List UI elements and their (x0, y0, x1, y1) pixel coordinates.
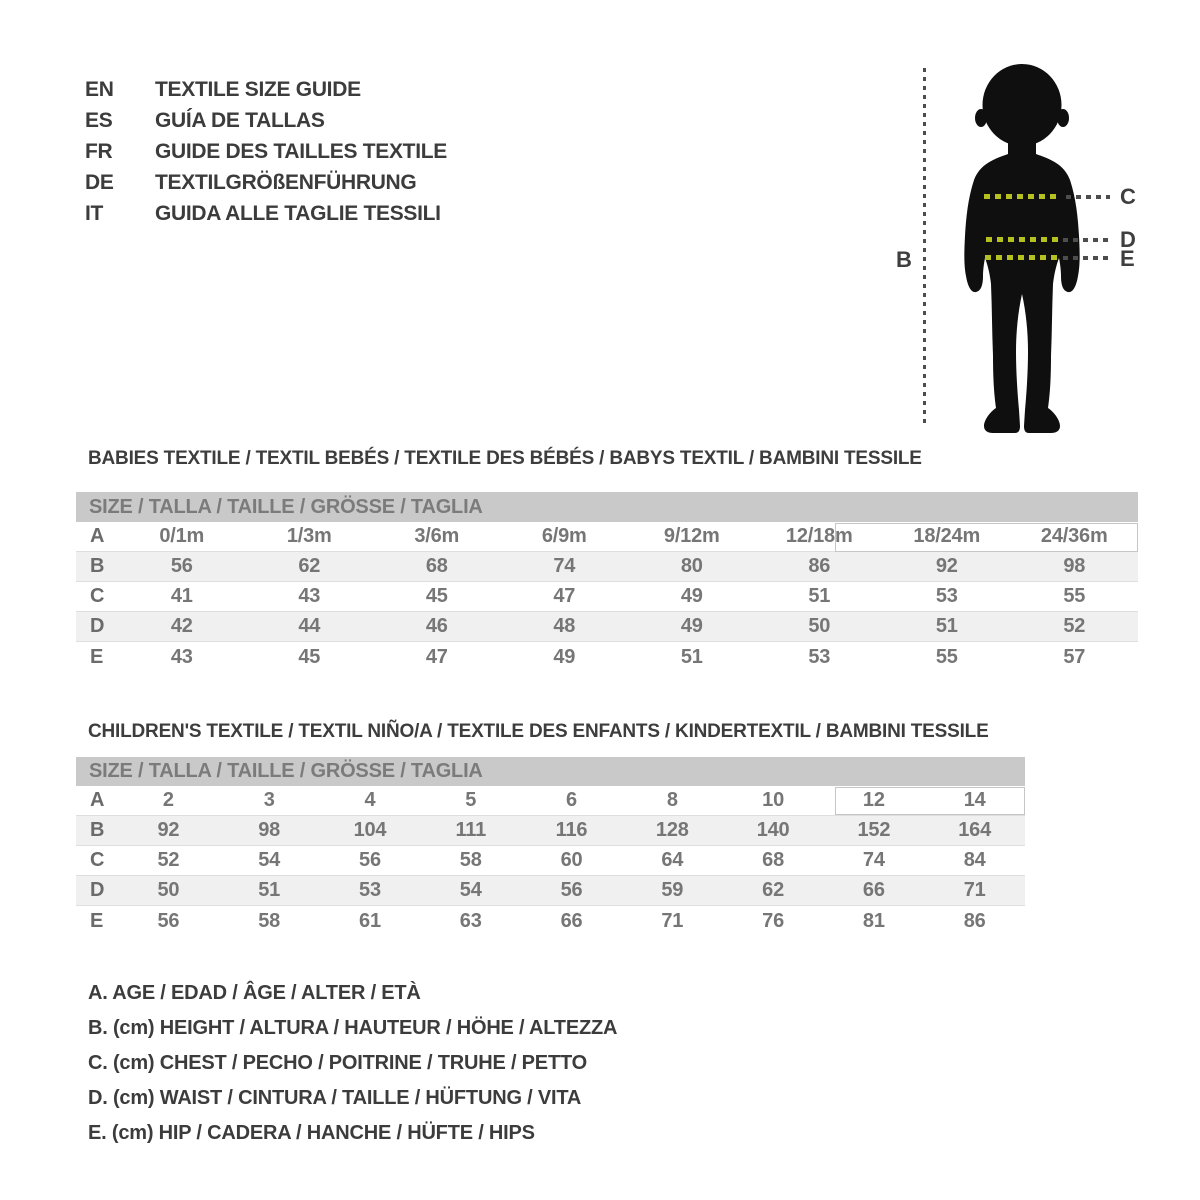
table-cell: 58 (459, 849, 482, 871)
table-cell: 54 (459, 879, 482, 901)
chest-measure-line (984, 194, 1060, 199)
table-row (76, 816, 1025, 846)
table-cell: 152 (857, 819, 891, 841)
row-label: A (90, 789, 105, 811)
row-label: D (90, 879, 105, 901)
chest-label: C (1120, 184, 1136, 209)
legend-row: E. (cm) HIP / CADERA / HANCHE / HÜFTE / HIPS (88, 1122, 535, 1144)
language-title: TEXTILGRÖßENFÜHRUNG (155, 171, 417, 194)
table-cell: 48 (553, 615, 576, 637)
legend-row: A. AGE / EDAD / ÂGE / ALTER / ETÀ (88, 982, 421, 1004)
table-cell: 62 (298, 555, 321, 577)
table-row (76, 612, 1138, 642)
language-title: TEXTILE SIZE GUIDE (155, 78, 361, 101)
table-cell: 58 (258, 909, 281, 932)
row-label: D (90, 615, 105, 637)
table-cell: 128 (655, 819, 689, 841)
table-cell: 92 (157, 819, 180, 841)
measurement-legend (88, 982, 617, 1157)
table-cell: 140 (756, 819, 790, 841)
table-cell: 76 (762, 909, 784, 932)
table-cell: 47 (425, 645, 448, 668)
table-row (76, 906, 1025, 936)
table-cell: 14 (963, 789, 986, 811)
table-cell: 164 (958, 819, 992, 841)
table-cell: 81 (862, 909, 885, 932)
language-code: EN (85, 78, 114, 101)
table-cell: 50 (808, 615, 831, 637)
table-cell: 49 (680, 585, 703, 607)
table-cell: 63 (459, 909, 482, 932)
children-size-highlight-box (835, 787, 1025, 815)
table-cell: 98 (258, 819, 281, 841)
table-cell: 46 (425, 615, 448, 637)
table-cell: 53 (359, 879, 381, 901)
table-cell: 52 (157, 849, 180, 871)
children-section-title: CHILDREN'S TEXTILE / TEXTIL NIÑO/A / TEXTILE DES ENFANTS / KINDERTEXTIL / BAMBINI TESSILE (88, 721, 989, 742)
table-cell: 49 (680, 615, 703, 637)
table-cell: 56 (170, 555, 193, 577)
table-cell: 66 (560, 909, 583, 932)
table-cell: 43 (298, 585, 321, 607)
table-cell: 56 (157, 909, 180, 932)
legend-row: B. (cm) HEIGHT / ALTURA / HAUTEUR / HÖHE / ALTEZZA (88, 1017, 618, 1039)
table-cell: 55 (1063, 585, 1086, 607)
table-cell: 116 (555, 819, 588, 841)
table-cell: 68 (762, 849, 784, 871)
table-cell: 3/6m (414, 525, 460, 547)
table-cell: 104 (353, 819, 387, 841)
table-cell: 3 (263, 789, 275, 811)
table-cell: 5 (465, 789, 477, 811)
language-code: ES (85, 109, 113, 132)
row-label: A (90, 525, 105, 547)
table-cell: 12 (862, 789, 885, 811)
language-title: GUÍA DE TALLAS (155, 109, 325, 132)
legend-row: C. (cm) CHEST / PECHO / POITRINE / TRUHE / PETTO (88, 1052, 587, 1074)
table-cell: 61 (359, 909, 381, 932)
table-cell: 50 (157, 879, 180, 901)
waist-guide-line (1063, 238, 1110, 242)
table-cell: 51 (680, 645, 703, 668)
hip-label: E (1120, 246, 1135, 271)
table-cell: 51 (808, 585, 831, 607)
table-cell: 71 (661, 909, 684, 932)
table-cell: 51 (935, 615, 958, 637)
children-size-header: SIZE / TALLA / TAILLE / GRÖSSE / TAGLIA (76, 757, 1025, 786)
language-row (85, 171, 447, 202)
table-cell: 98 (1063, 555, 1086, 577)
table-cell: 49 (553, 645, 576, 668)
table-cell: 80 (680, 555, 703, 577)
table-cell: 59 (661, 879, 684, 901)
table-cell: 66 (862, 879, 885, 901)
table-cell: 86 (808, 555, 831, 577)
table-cell: 45 (425, 585, 448, 607)
table-cell: 55 (935, 645, 958, 668)
table-cell: 62 (762, 879, 784, 901)
table-cell: 56 (560, 879, 583, 901)
table-cell: 56 (359, 849, 381, 871)
table-row (76, 582, 1138, 612)
table-cell: 53 (935, 585, 958, 607)
table-cell: 42 (170, 615, 193, 637)
table-cell: 24/36m (1040, 525, 1108, 547)
table-cell: 64 (661, 849, 684, 871)
table-cell: 45 (298, 645, 321, 668)
legend-row: D. (cm) WAIST / CINTURA / TAILLE / HÜFTUNG / VITA (88, 1087, 582, 1109)
language-title: GUIDA ALLE TAGLIE TESSILI (155, 202, 441, 225)
babies-size-header: SIZE / TALLA / TAILLE / GRÖSSE / TAGLIA (76, 492, 1138, 522)
table-cell: 2 (162, 789, 174, 811)
table-cell: 57 (1063, 645, 1086, 668)
table-cell: 18/24m (913, 525, 981, 547)
table-cell: 10 (762, 789, 784, 811)
table-cell: 0/1m (159, 525, 205, 547)
table-cell: 74 (553, 555, 576, 577)
language-code: FR (85, 140, 113, 163)
table-cell: 74 (862, 849, 885, 871)
babies-size-highlight-box (835, 523, 1138, 552)
row-label: E (90, 909, 104, 932)
row-label: C (90, 585, 105, 607)
table-cell: 51 (258, 879, 281, 901)
table-cell: 71 (963, 879, 986, 901)
language-list (85, 78, 447, 233)
table-cell: 47 (553, 585, 576, 607)
table-cell: 43 (170, 645, 193, 668)
table-cell: 4 (364, 789, 376, 811)
table-row (76, 876, 1025, 906)
language-row (85, 78, 447, 109)
table-cell: 92 (935, 555, 958, 577)
table-cell: 12/18m (785, 525, 853, 547)
table-cell: 68 (425, 555, 448, 577)
table-cell: 6 (566, 789, 577, 811)
height-dashed-line (923, 68, 926, 428)
table-cell: 8 (666, 789, 678, 811)
table-row (76, 846, 1025, 876)
table-cell: 54 (258, 849, 281, 871)
table-cell: 41 (170, 585, 193, 607)
height-label: B (896, 247, 912, 272)
table-cell: 111 (455, 819, 487, 841)
language-title: GUIDE DES TAILLES TEXTILE (155, 140, 447, 163)
table-cell: 86 (963, 909, 986, 932)
row-label: E (90, 645, 104, 668)
table-cell: 84 (963, 849, 986, 871)
table-row (76, 642, 1138, 672)
table-row (76, 552, 1138, 582)
row-label: B (90, 819, 105, 841)
chest-guide-line (1066, 195, 1110, 199)
table-cell: 6/9m (541, 525, 587, 547)
table-cell: 9/12m (663, 525, 720, 547)
table-cell: 52 (1063, 615, 1086, 637)
babies-section-title: BABIES TEXTILE / TEXTIL BEBÉS / TEXTILE DES BÉBÉS / BABYS TEXTIL / BAMBINI TESSILE (88, 448, 922, 469)
table-cell: 1/3m (286, 525, 332, 547)
table-cell: 53 (808, 645, 831, 668)
waist-measure-line (986, 237, 1058, 242)
children-size-table (76, 757, 1025, 936)
waist-label: D (1120, 227, 1136, 252)
row-label: B (90, 555, 105, 577)
language-row (85, 202, 447, 233)
table-cell: 44 (298, 615, 321, 637)
hip-measure-line (985, 255, 1059, 260)
language-code: DE (85, 171, 114, 194)
language-row (85, 109, 447, 140)
hip-guide-line (1063, 256, 1110, 260)
row-label: C (90, 849, 105, 871)
language-code: IT (85, 202, 104, 225)
babies-size-table (76, 492, 1138, 672)
table-cell: 60 (560, 849, 583, 871)
child-silhouette (958, 60, 1088, 435)
language-row (85, 140, 447, 171)
